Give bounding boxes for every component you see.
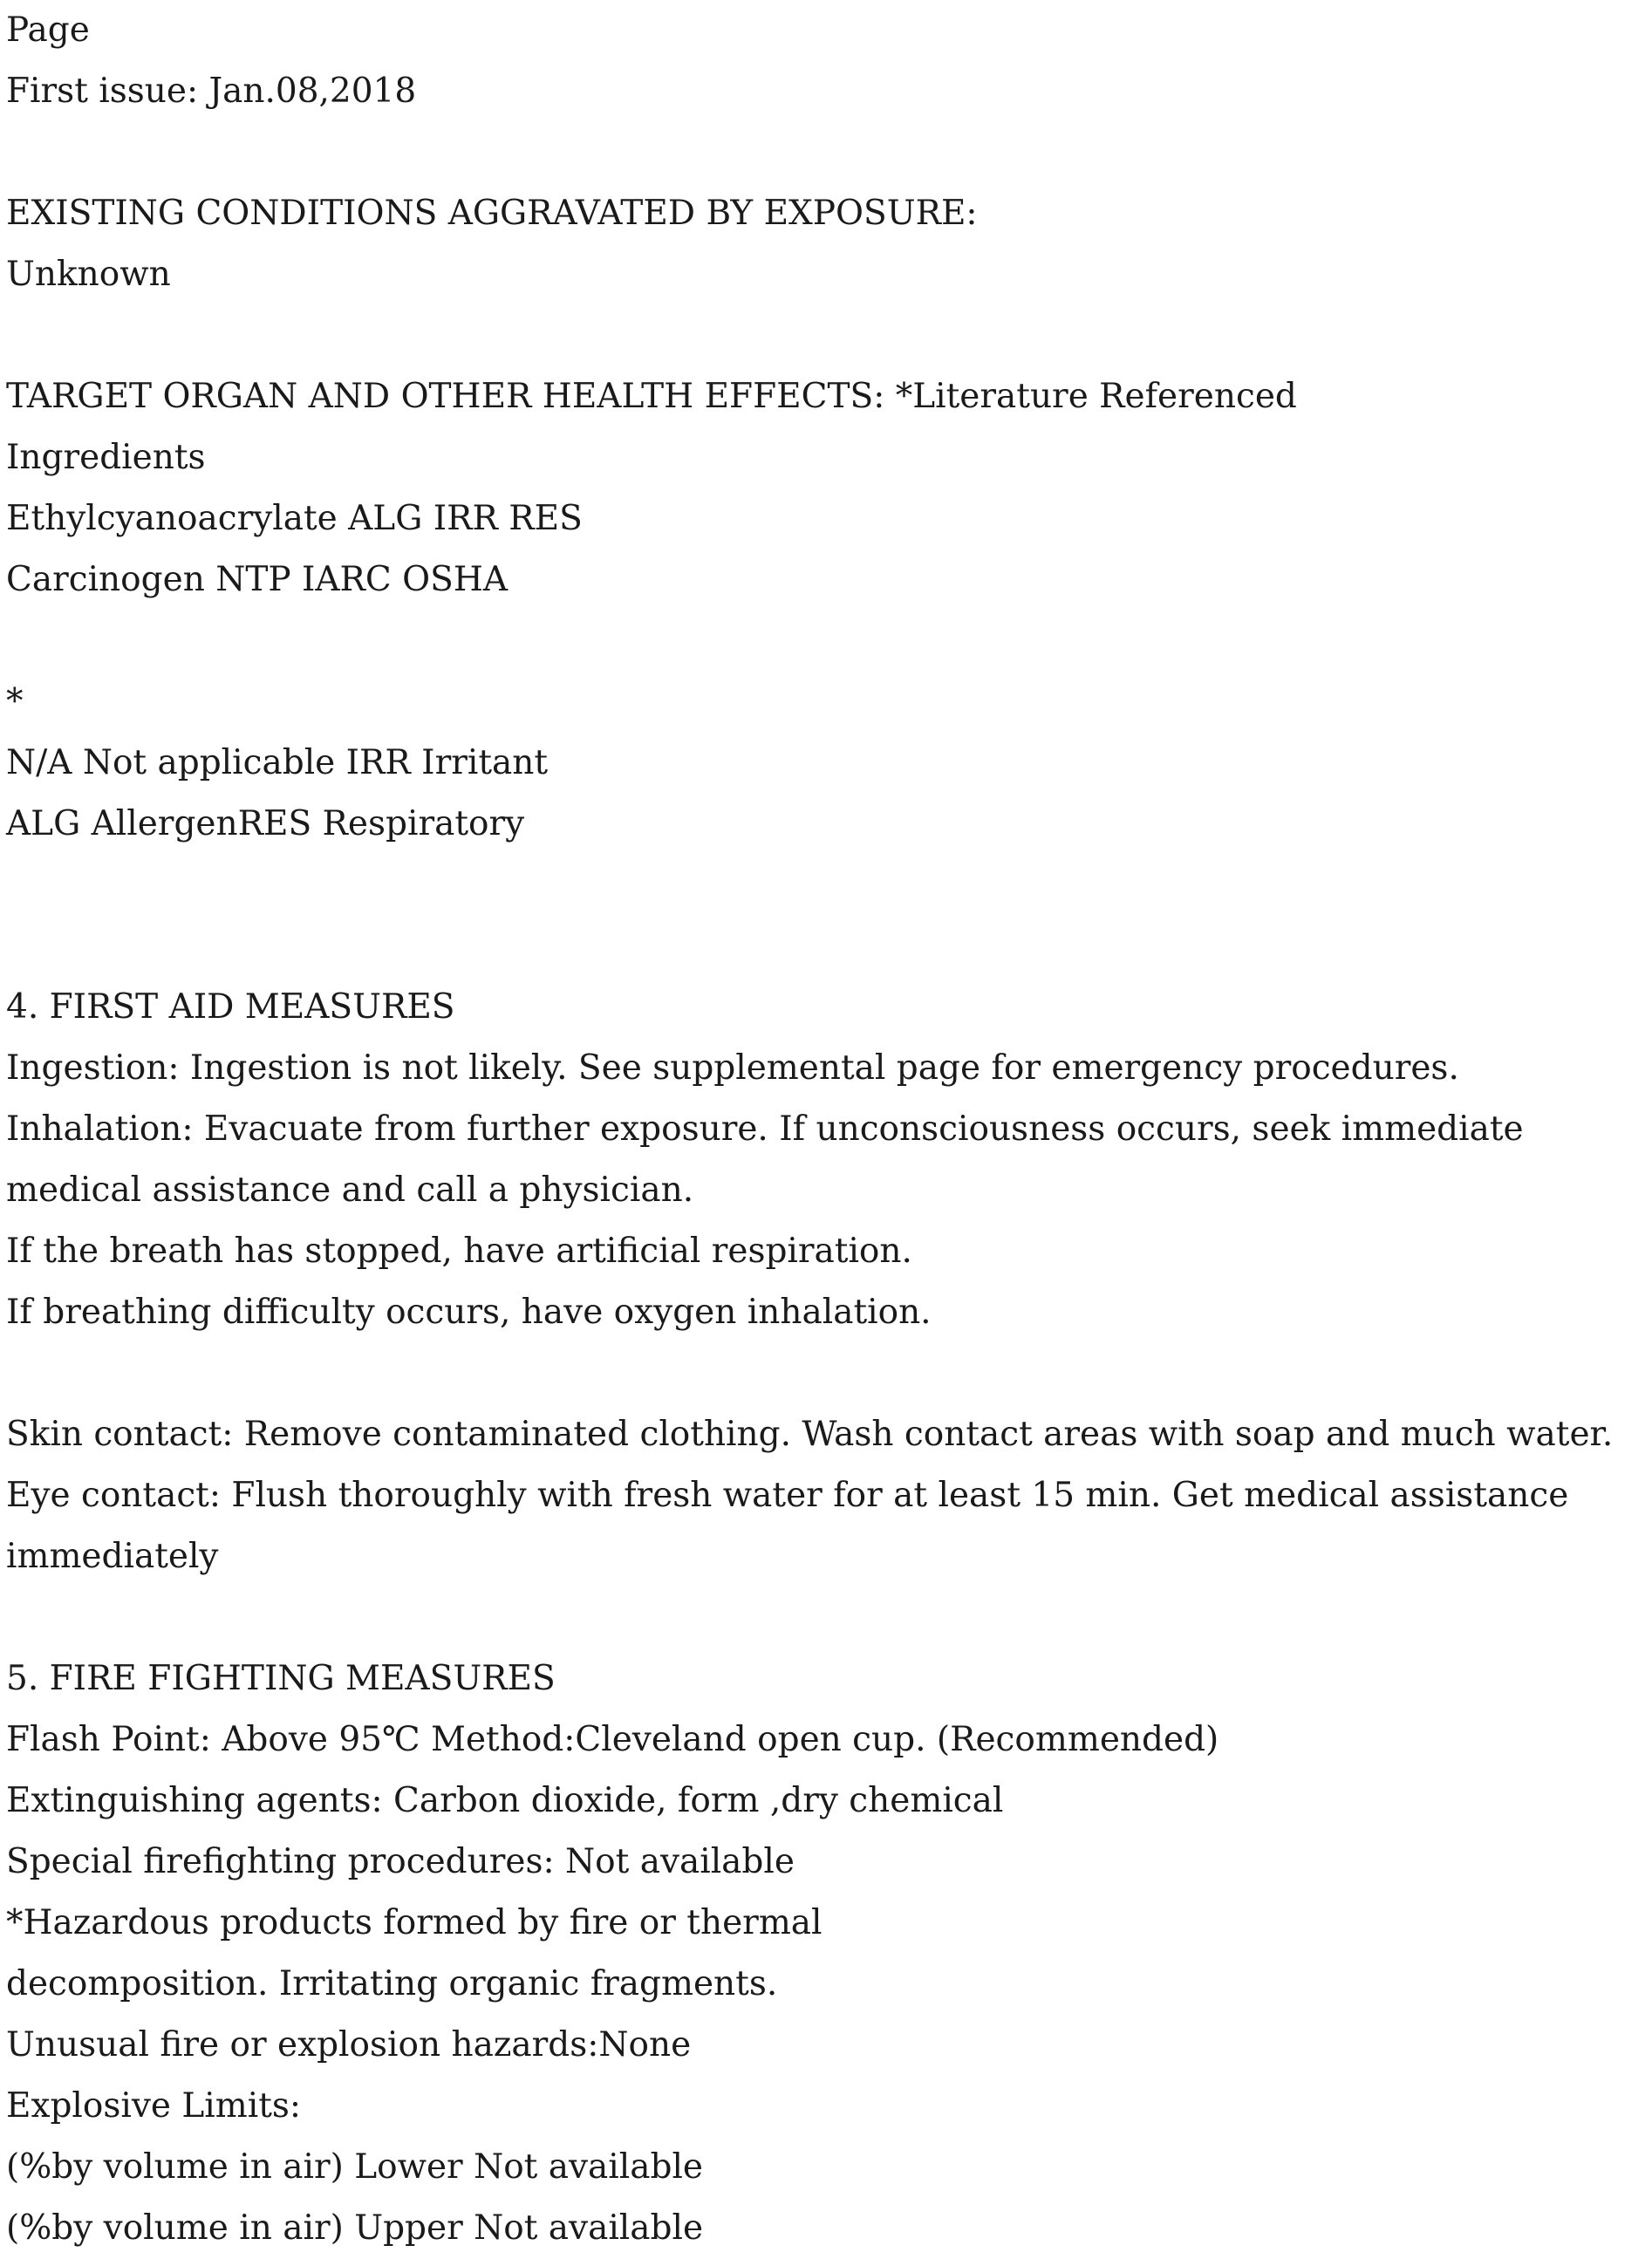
first-aid-line: medical assistance and call a physician. bbox=[6, 1170, 694, 1210]
fire-fighting-line: Extinguishing agents: Carbon dioxide, form ,dry chemical bbox=[6, 1781, 1004, 1820]
fire-fighting-line: decomposition. Irritating organic fragments. bbox=[6, 1964, 778, 2003]
existing-conditions-value: Unknown bbox=[6, 255, 171, 294]
target-organ-heading: TARGET ORGAN AND OTHER HEALTH EFFECTS: *Literature Referenced bbox=[6, 377, 1297, 416]
fire-fighting-line: *Hazardous products formed by fire or thermal bbox=[6, 1903, 823, 1942]
contact-line: Eye contact: Flush thoroughly with fresh water for at least 15 min. Get medical assistance bbox=[6, 1476, 1569, 1515]
fire-fighting-line: (%by volume in air) Lower Not available bbox=[6, 2147, 704, 2187]
existing-conditions-heading: EXISTING CONDITIONS AGGRAVATED BY EXPOSURE: bbox=[6, 194, 978, 233]
target-organ-subheading: Ingredients bbox=[6, 438, 206, 477]
document-page bbox=[6, 0, 1646, 2259]
spacer bbox=[6, 611, 1646, 672]
first-aid-line: Inhalation: Evacuate from further exposure. If unconsciousness occurs, seek immediate bbox=[6, 1109, 1524, 1149]
contact-line: Skin contact: Remove contaminated clothing. Wash contact areas with soap and much water. bbox=[6, 1415, 1614, 1454]
fire-fighting-line: (%by volume in air) Upper Not available bbox=[6, 2208, 704, 2248]
contact-line: immediately bbox=[6, 1537, 219, 1576]
legend-line: ALG AllergenRES Respiratory bbox=[6, 804, 525, 843]
first-aid-line: If breathing difficulty occurs, have oxygen inhalation. bbox=[6, 1293, 932, 1332]
target-organ-row: Ethylcyanoacrylate ALG IRR RES bbox=[6, 499, 583, 538]
first-issue-date: First issue: Jan.08,2018 bbox=[6, 72, 417, 111]
spacer bbox=[6, 855, 1646, 977]
fire-fighting-heading: 5. FIRE FIGHTING MEASURES bbox=[6, 1659, 556, 1698]
target-organ-row: Carcinogen NTP IARC OSHA bbox=[6, 560, 509, 599]
fire-fighting-line: Flash Point: Above 95℃ Method:Cleveland open cup. (Recommended) bbox=[6, 1720, 1219, 1759]
first-aid-heading: 4. FIRST AID MEASURES bbox=[6, 987, 455, 1027]
fire-fighting-line: Unusual fire or explosion hazards:None bbox=[6, 2025, 692, 2064]
legend-marker: * bbox=[6, 682, 24, 721]
fire-fighting-line: Explosive Limits: bbox=[6, 2086, 302, 2126]
first-aid-line: Ingestion: Ingestion is not likely. See supplemental page for emergency procedures. bbox=[6, 1048, 1459, 1088]
legend-line: N/A Not applicable IRR Irritant bbox=[6, 743, 549, 782]
fire-fighting-line: Special firefighting procedures: Not available bbox=[6, 1842, 795, 1881]
spacer bbox=[6, 1587, 1646, 1648]
spacer bbox=[6, 305, 1646, 366]
spacer bbox=[6, 122, 1646, 183]
page-label: Page bbox=[6, 10, 90, 50]
first-aid-line: If the breath has stopped, have artificial respiration. bbox=[6, 1232, 912, 1271]
spacer bbox=[6, 1343, 1646, 1404]
